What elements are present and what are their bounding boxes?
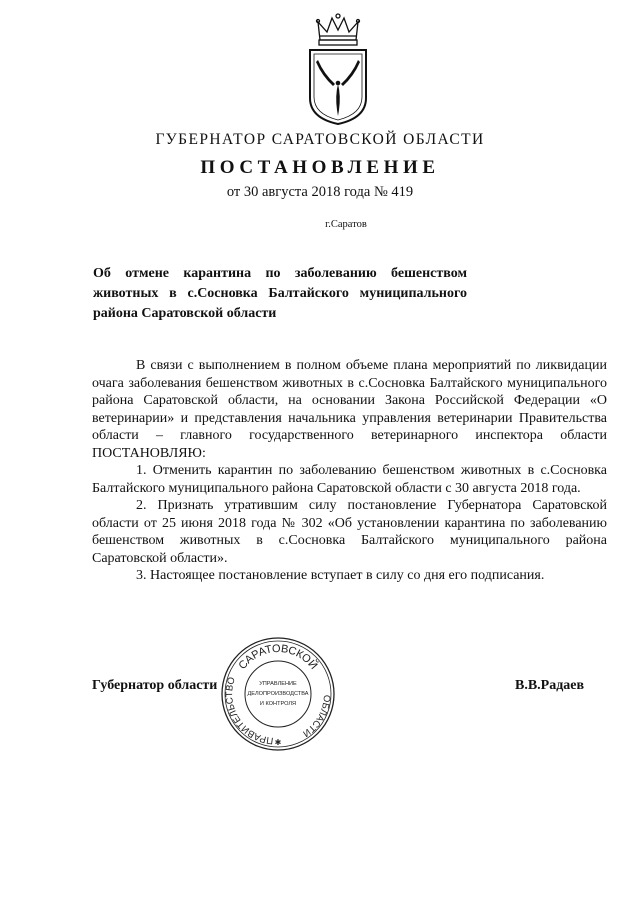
stamp-text-right: ОБЛАСТИ (300, 694, 333, 739)
document-body (92, 357, 607, 585)
body-paragraph-item-2: 2. Признать утратившим силу постановление Губернатора Саратовской области от 25 июня 2018 года № 302 «Об установлении карантина по заболеванию бешенством животных в с.Сосновка Балтайского муниципального района Саратовской области». (92, 498, 607, 566)
signature-title: Губернатор области (92, 678, 218, 693)
document-subject: Об отмене карантина по заболеванию бешенством животных в с.Сосновка Балтайского муниципального района Саратовской области (93, 266, 467, 321)
stamp-text-top: САРАТОВСКОЙ (236, 642, 320, 672)
stamp-inner-line-2: ДЕЛОПРОИЗВОДСТВА (247, 691, 309, 697)
body-paragraph-item-3: 3. Настоящее постановление вступает в силу со дня его подписания. (136, 568, 545, 583)
stamp-text-left: ПРАВИТЕЛЬСТВО (224, 675, 274, 746)
document-date-number: от 30 августа 2018 года № 419 (226, 184, 414, 200)
document-city: г.Саратов (325, 219, 367, 230)
body-paragraph-preamble: В связи с выполнением в полном объеме плана мероприятий по ликвидации очага заболевания бешенством животных в с.Сосновка Балтайского муниципального района Саратовской области, на основании Закона Российской Федерации «О ветеринарии» и представления начальника управления ветеринарии Правительства области – главного государственного ветеринарного инспектора области ПОСТАНОВЛЯЮ: (92, 358, 607, 461)
document-type: ПОСТАНОВЛЕНИЕ (200, 157, 440, 178)
issuer-heading: ГУБЕРНАТОР САРАТОВСКОЙ ОБЛАСТИ (155, 131, 485, 148)
signature-name: В.В.Радаев (515, 678, 585, 693)
stamp-inner-line-3: И КОНТРОЛЯ (259, 701, 297, 707)
stamp-inner-line-1: УПРАВЛЕНИЕ (259, 681, 297, 687)
stamp-star-icon: ✱ (274, 738, 282, 747)
coat-of-arms-icon (300, 10, 376, 128)
body-paragraph-item-1: 1. Отменить карантин по заболеванию бешенством животных в с.Сосновка Балтайского муниципального района Саратовской области с 30 августа 2018 года. (92, 463, 607, 496)
official-stamp (220, 636, 336, 752)
